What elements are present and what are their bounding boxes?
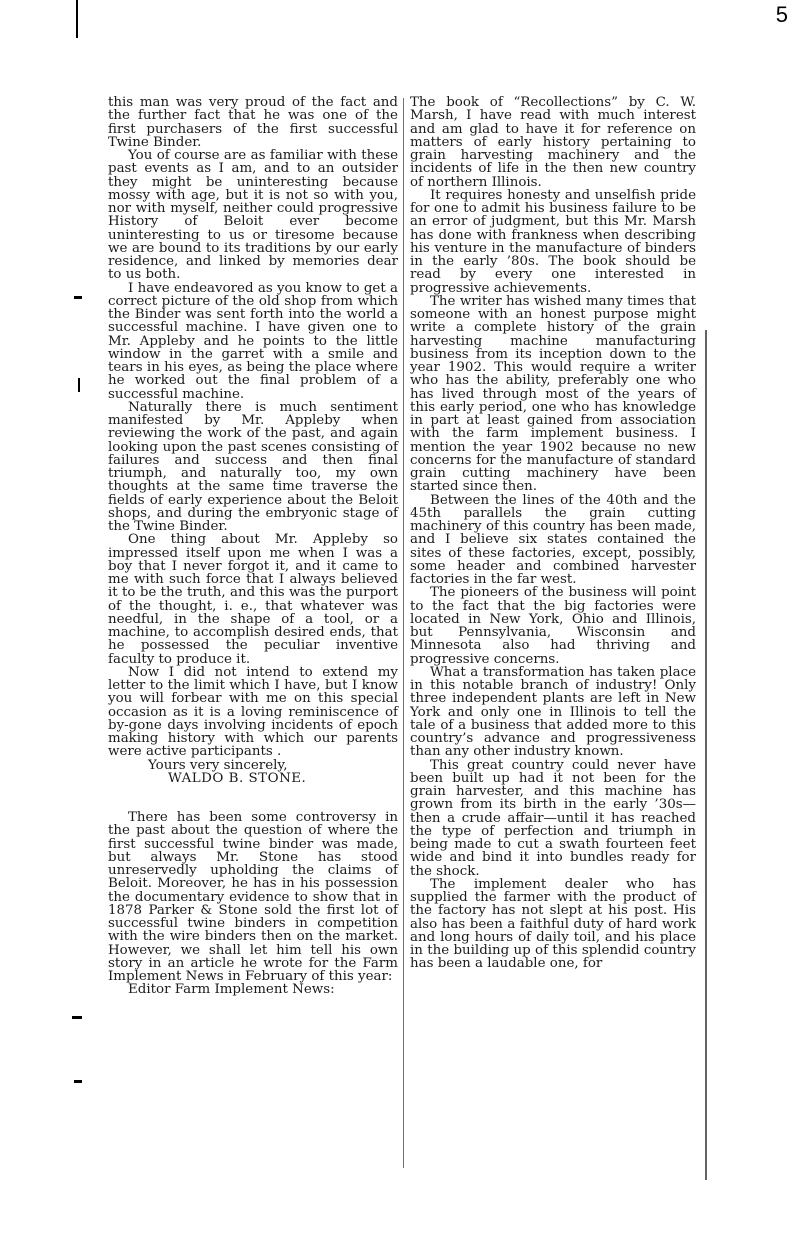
right-margin-rule <box>705 330 707 1180</box>
page-number: 5 <box>775 2 788 27</box>
margin-mark <box>74 1080 82 1083</box>
paragraph: this man was very proud of the fact and the further fact that he was one of the first purchasers of the first successful Twine Binder. <box>108 95 398 150</box>
letter-signoff: Yours very sincerely, <box>148 757 288 773</box>
left-column <box>108 96 398 997</box>
section-spacer <box>108 785 398 811</box>
paragraph: Now I did not intend to extend my letter to the limit which I have, but I know you will forbear with me on this special occasion as it is a loving reminiscence of by-gone days involving incidents of epoch making history with which our parents were active participants . <box>108 664 398 760</box>
margin-mark <box>78 378 80 392</box>
paragraph: Naturally there is much sentiment manifested by Mr. Appleby when reviewing the work of the past, and again looking upon the past scenes consisting of failures and success and then final triumph, and naturally too, my own thoughts at the same time traverse the fields of early experience about the Beloit shops, and during the embryonic stage of the Twine Binder. <box>108 399 398 534</box>
paragraph: There has been some controversy in the past about the question of where the first successful twine binder was made, but always Mr. Stone has stood unreservedly upholding the claims of Beloit. Moreover, he has in his possession the documentary evidence to show that in 1878 Parker & Stone sold the first lot of successful twine binders in competition with the wire binders then on the market. However, we shall let him tell his own story in an article he wrote for the Farm Implement News in February of this year: <box>108 810 398 984</box>
right-column <box>410 96 696 971</box>
paragraph: One thing about Mr. Appleby so impressed itself upon me when I was a boy that I never forgot it, and it came to me with such force that I always believed it to be the truth, and this was the purport of the thought, i. e., that whatever was needful, in the shape of a tool, or a machine, to accomplish desired ends, that he possessed the peculiar inventive faculty to produce it. <box>108 532 398 667</box>
column-divider <box>403 98 404 1168</box>
paragraph: Between the lines of the 40th and the 45th parallels the grain cutting machinery of this country has been made, and I believe six states contained the sites of these factories, except, possibly, some header and combined harvester factories in the far west. <box>410 492 696 587</box>
margin-mark <box>74 296 82 299</box>
paragraph: The book of “Recollections” by C. W. Marsh, I have read with much interest and am glad to have it for reference on matters of early history pertaining to grain harvesting machinery and the incidents of life in the then new country of northern Illinois. <box>410 95 696 190</box>
letter-salutation: Editor Farm Implement News: <box>128 982 335 998</box>
paragraph: You of course are as familiar with these past events as I am, and to an outsider they might be uninteresting because mossy with age, but it is not so with you, nor with myself, neither could progressive History of Beloit ever become uninteresting to us or tiresome because we are bound to its traditions by our early residence, and linked by memories dear to us both. <box>108 148 398 283</box>
paragraph: The writer has wished many times that someone with an honest purpose might write a complete history of the grain harvesting machine manufacturing business from its inception down to the year 1902. This would require a writer who has the ability, preferably one who has lived through most of the years of this early period, one who has knowledge in part at least gained from association with the farm implement business. I mention the year 1902 because no new concerns for the manufacture of standard grain cutting machinery have been started since then. <box>410 293 696 495</box>
paragraph: I have endeavored as you know to get a correct picture of the old shop from which the Binder was sent forth into the world a successful machine. I have given one to Mr. Appleby and he points to the little window in the garret with a smile and tears in his eyes, as being the place where he worked out the final problem of a successful machine. <box>108 280 398 402</box>
margin-mark <box>76 0 78 38</box>
paragraph: What a transformation has taken place in this notable branch of industry! Only three independent plants are left in New York and only one in Illinois to tell the tale of a business that added more to this country’s advance and progressiveness than any other industry known. <box>410 664 696 760</box>
paragraph: This great country could never have been built up had it not been for the grain harvester, and this machine has grown from its birth in the early ’30s—then a crude affair—until it has reached the type of perfection and triumph in being made to cut a swath fourteen feet wide and bind it into bundles ready for the shock. <box>410 757 696 879</box>
letter-signer: WALDO B. STONE. <box>168 770 307 786</box>
paragraph: It requires honesty and unselfish pride for one to admit his business failure to be an error of judgment, but this Mr. Marsh has done with frankness when describing his venture in the manufacture of binders in the early ’80s. The book should be read by every one interested in progressive achievements. <box>410 187 696 296</box>
paragraph: The pioneers of the business will point to the fact that the big factories were located in New York, Ohio and Illinois, but Pennsylvania, Wisconsin and Minnesota also had thriving and progressive concerns. <box>410 585 696 667</box>
margin-mark <box>72 1016 82 1019</box>
paragraph: The implement dealer who has supplied the farmer with the product of the factory has not slept at his post. His also has been a faithful duty of hard work and long hours of daily toil, and his place in the building up of this splendid country has been a laudable one, for <box>410 876 696 972</box>
